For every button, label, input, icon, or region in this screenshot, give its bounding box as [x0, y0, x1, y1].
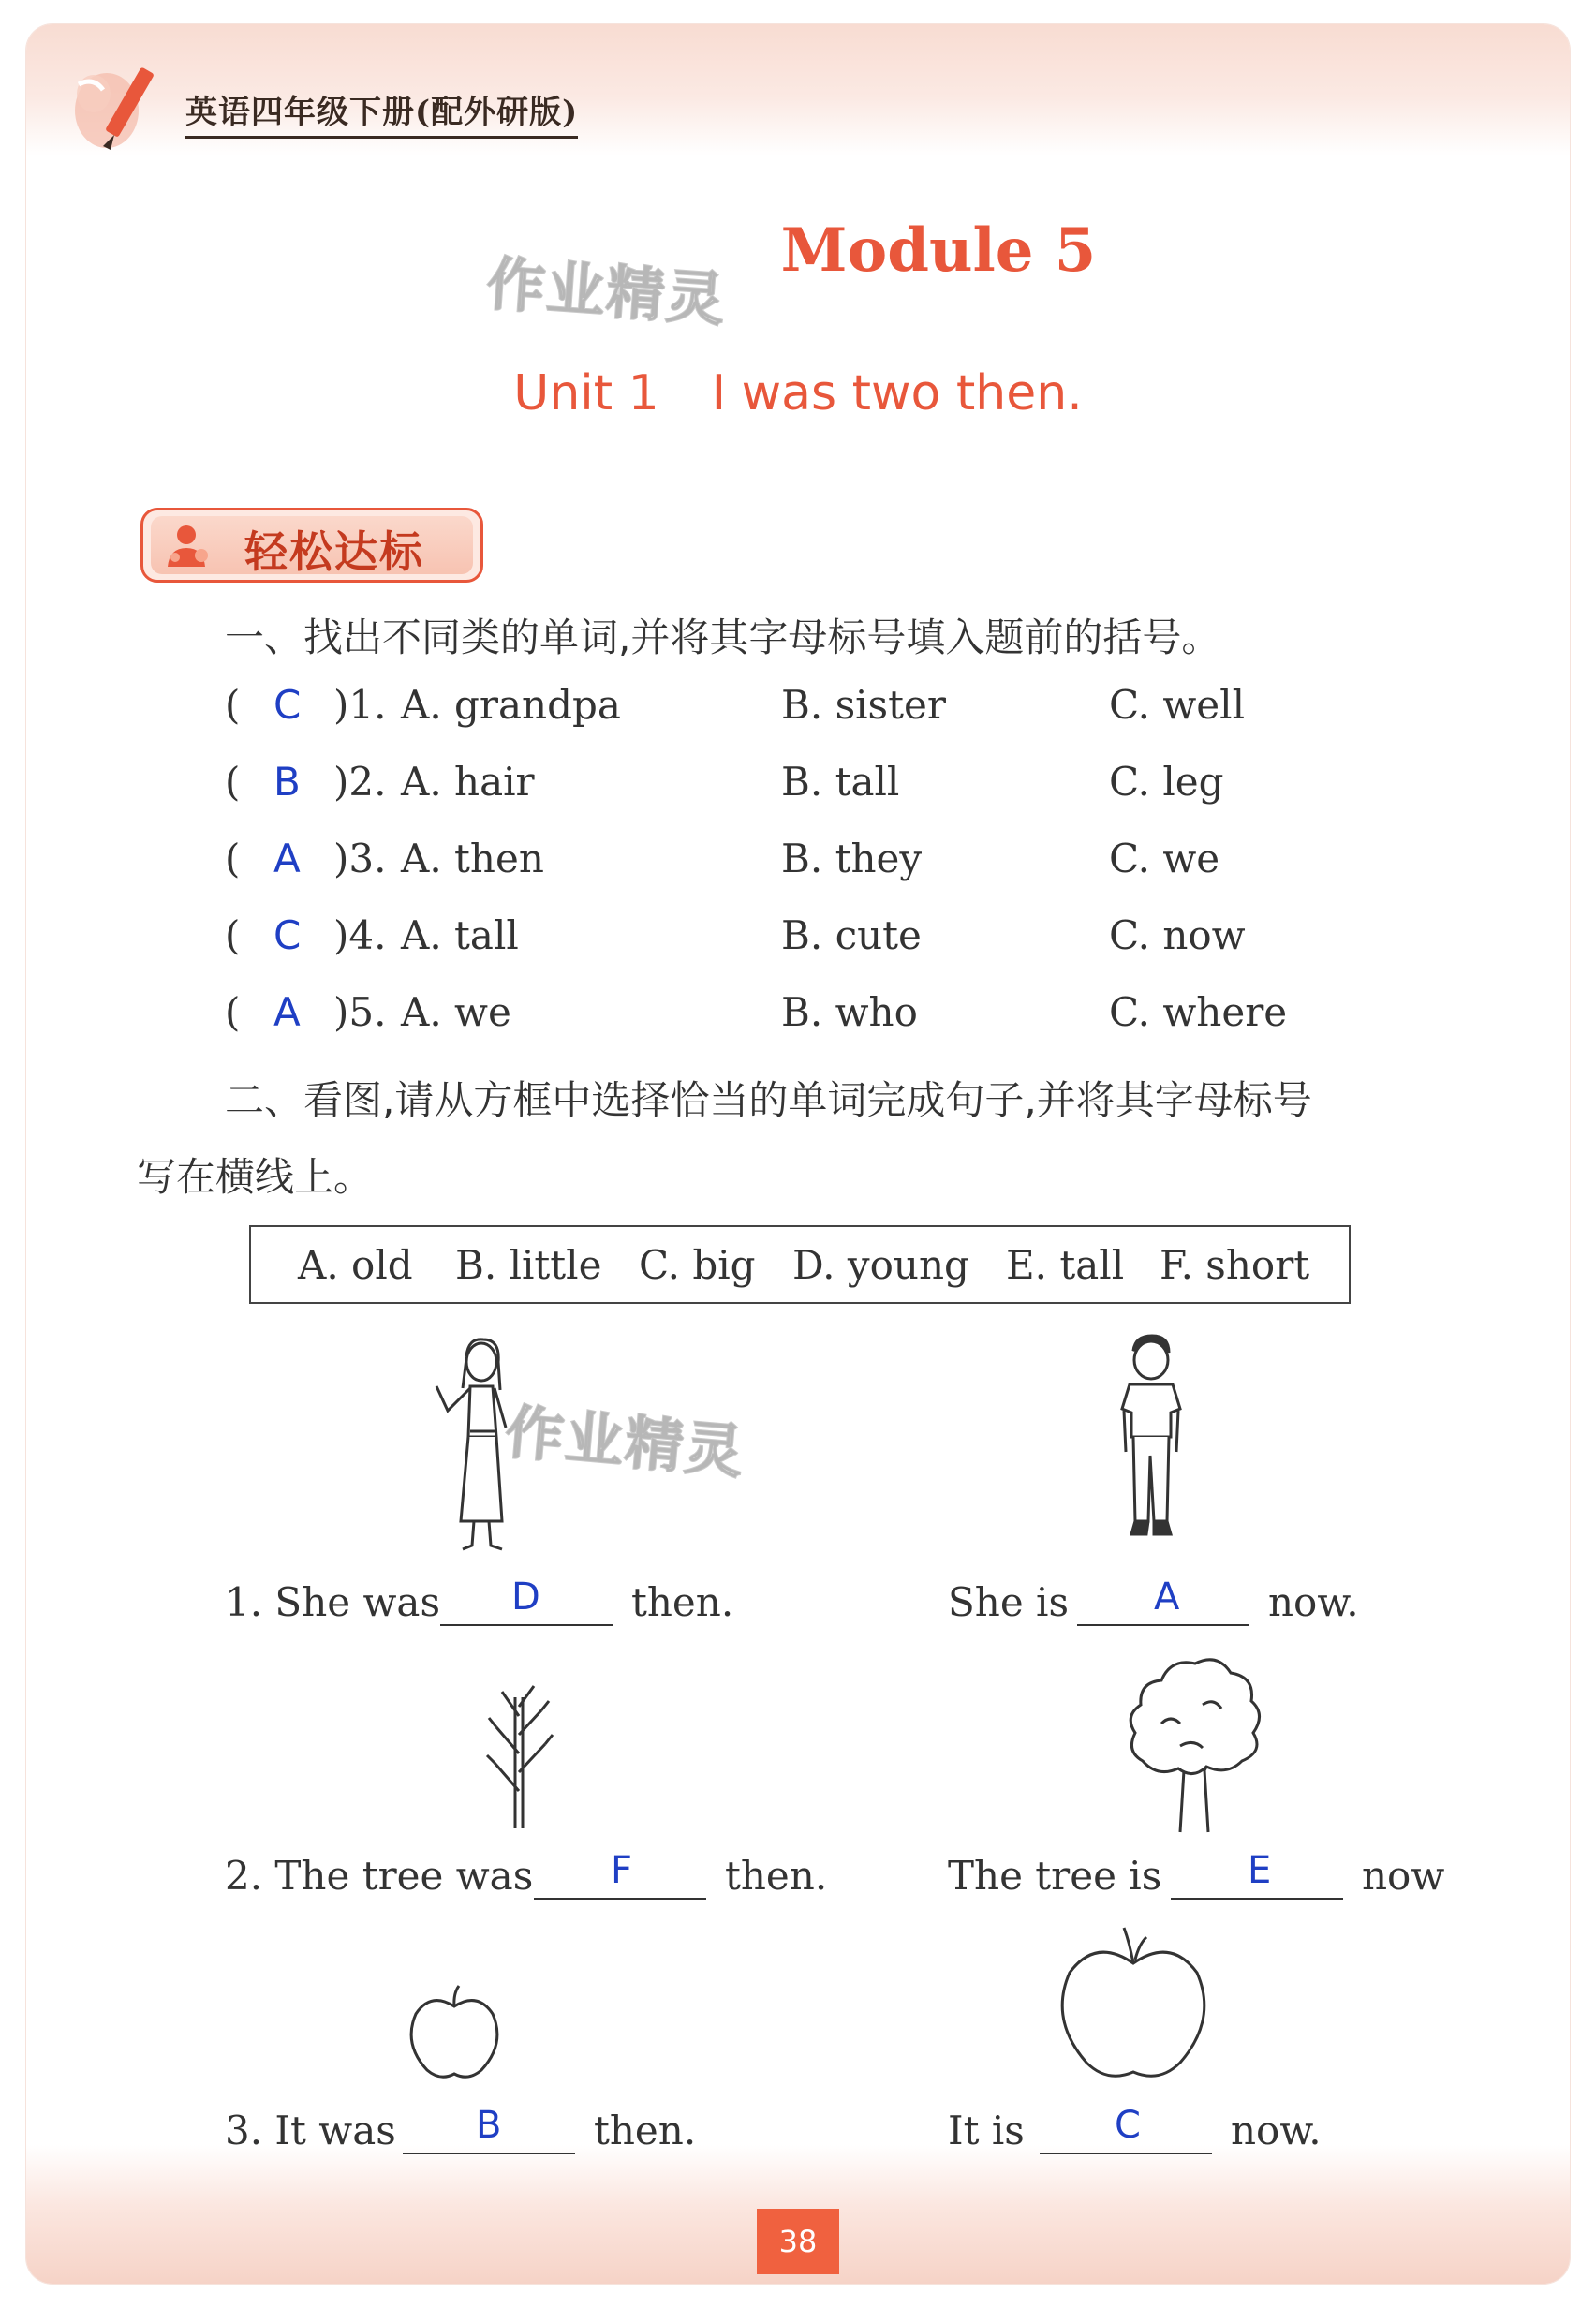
section-badge [140, 508, 483, 583]
option-a: A. then [401, 836, 544, 881]
option-c: C. leg [1109, 759, 1224, 805]
answer-paren: ( [225, 989, 241, 1035]
watermark: 作业精灵 [502, 1397, 748, 1487]
word-option: A. old [298, 1242, 413, 1288]
answer-blank[interactable] [1040, 2153, 1212, 2154]
blank-answer: F [611, 1849, 633, 1892]
option-c: C. where [1109, 989, 1288, 1035]
section-badge-label: 轻松达标 [244, 526, 424, 577]
answer-letter: B [273, 759, 301, 805]
sentence-1-right-post: now. [1268, 1579, 1359, 1625]
question-number: )1. [333, 682, 387, 728]
word-option: F. short [1160, 1242, 1310, 1288]
small-tree-illustration [481, 1679, 556, 1828]
part2-instruction-line2: 写在横线上。 [137, 1154, 374, 1200]
answer-paren: ( [225, 759, 241, 805]
sentence-3-right-post: now. [1231, 2108, 1322, 2153]
sentence-1-left-post: then. [631, 1579, 734, 1625]
word-box [249, 1225, 1351, 1304]
answer-paren: ( [225, 836, 241, 881]
blank-answer: C [1115, 2104, 1141, 2147]
word-option: E. tall [1006, 1242, 1125, 1288]
answer-letter: A [273, 836, 301, 881]
answer-paren: ( [225, 682, 241, 728]
sentence-3-right-pre: It is [948, 2108, 1025, 2153]
sentence-1-right-pre: She is [948, 1579, 1070, 1625]
option-b: B. sister [781, 682, 946, 728]
option-a: A. tall [401, 912, 519, 958]
big-tree-illustration [1124, 1649, 1264, 1836]
part1-instruction: 一、找出不同类的单词,并将其字母标号填入题前的括号。 [225, 614, 1221, 660]
answer-blank[interactable] [534, 1898, 706, 1900]
unit-label: Unit 1 [513, 365, 659, 422]
option-b: B. who [781, 989, 918, 1035]
blank-answer: A [1154, 1576, 1180, 1619]
small-apple-illustration [403, 1982, 506, 2085]
blank-answer: D [511, 1576, 540, 1619]
question-number: )2. [333, 759, 387, 805]
unit-title [0, 365, 1596, 422]
unit-subtitle: I was two then. [711, 365, 1083, 422]
book-title: 英语四年级下册(配外研版) [185, 86, 578, 139]
word-option: C. big [639, 1242, 756, 1288]
woman-illustration [1109, 1334, 1193, 1559]
student-icon [162, 520, 214, 572]
part2-instruction-line1: 二、看图,请从方框中选择恰当的单词完成句子,并将其字母标号 [225, 1077, 1312, 1123]
option-c: C. now [1109, 912, 1246, 958]
sentence-3-left-pre: 3. It was [225, 2108, 396, 2153]
watermark: 作业精灵 [484, 249, 729, 334]
page-number: 38 [757, 2209, 839, 2274]
option-a: A. hair [401, 759, 535, 805]
sentence-3-left-post: then. [594, 2108, 697, 2153]
answer-blank[interactable] [1077, 1624, 1249, 1626]
big-apple-illustration [1049, 1922, 1218, 2091]
option-c: C. we [1109, 836, 1220, 881]
module-title: Module 5 [780, 215, 1097, 286]
sentence-1-left-pre: 1. She was [225, 1579, 440, 1625]
blank-answer: B [476, 2104, 502, 2147]
question-number: )5. [333, 989, 387, 1035]
answer-blank[interactable] [1171, 1898, 1343, 1900]
question-number: )3. [333, 836, 387, 881]
answer-letter: C [273, 682, 302, 728]
option-c: C. well [1109, 682, 1246, 728]
answer-blank[interactable] [440, 1624, 613, 1626]
answer-paren: ( [225, 912, 241, 958]
blank-answer: E [1248, 1849, 1272, 1892]
sentence-2-left-post: then. [725, 1853, 828, 1899]
pencil-logo-icon [66, 56, 169, 159]
answer-letter: C [273, 912, 302, 958]
answer-blank[interactable] [403, 2153, 575, 2154]
option-b: B. they [781, 836, 923, 881]
option-a: A. we [401, 989, 511, 1035]
option-b: B. tall [781, 759, 900, 805]
sentence-2-right-post: now [1362, 1853, 1445, 1899]
question-number: )4. [333, 912, 387, 958]
answer-letter: A [273, 989, 301, 1035]
word-option: B. little [455, 1242, 602, 1288]
option-b: B. cute [781, 912, 922, 958]
option-a: A. grandpa [401, 682, 621, 728]
word-option: D. young [792, 1242, 969, 1288]
sentence-2-left-pre: 2. The tree was [225, 1853, 534, 1899]
sentence-2-right-pre: The tree is [948, 1853, 1162, 1899]
